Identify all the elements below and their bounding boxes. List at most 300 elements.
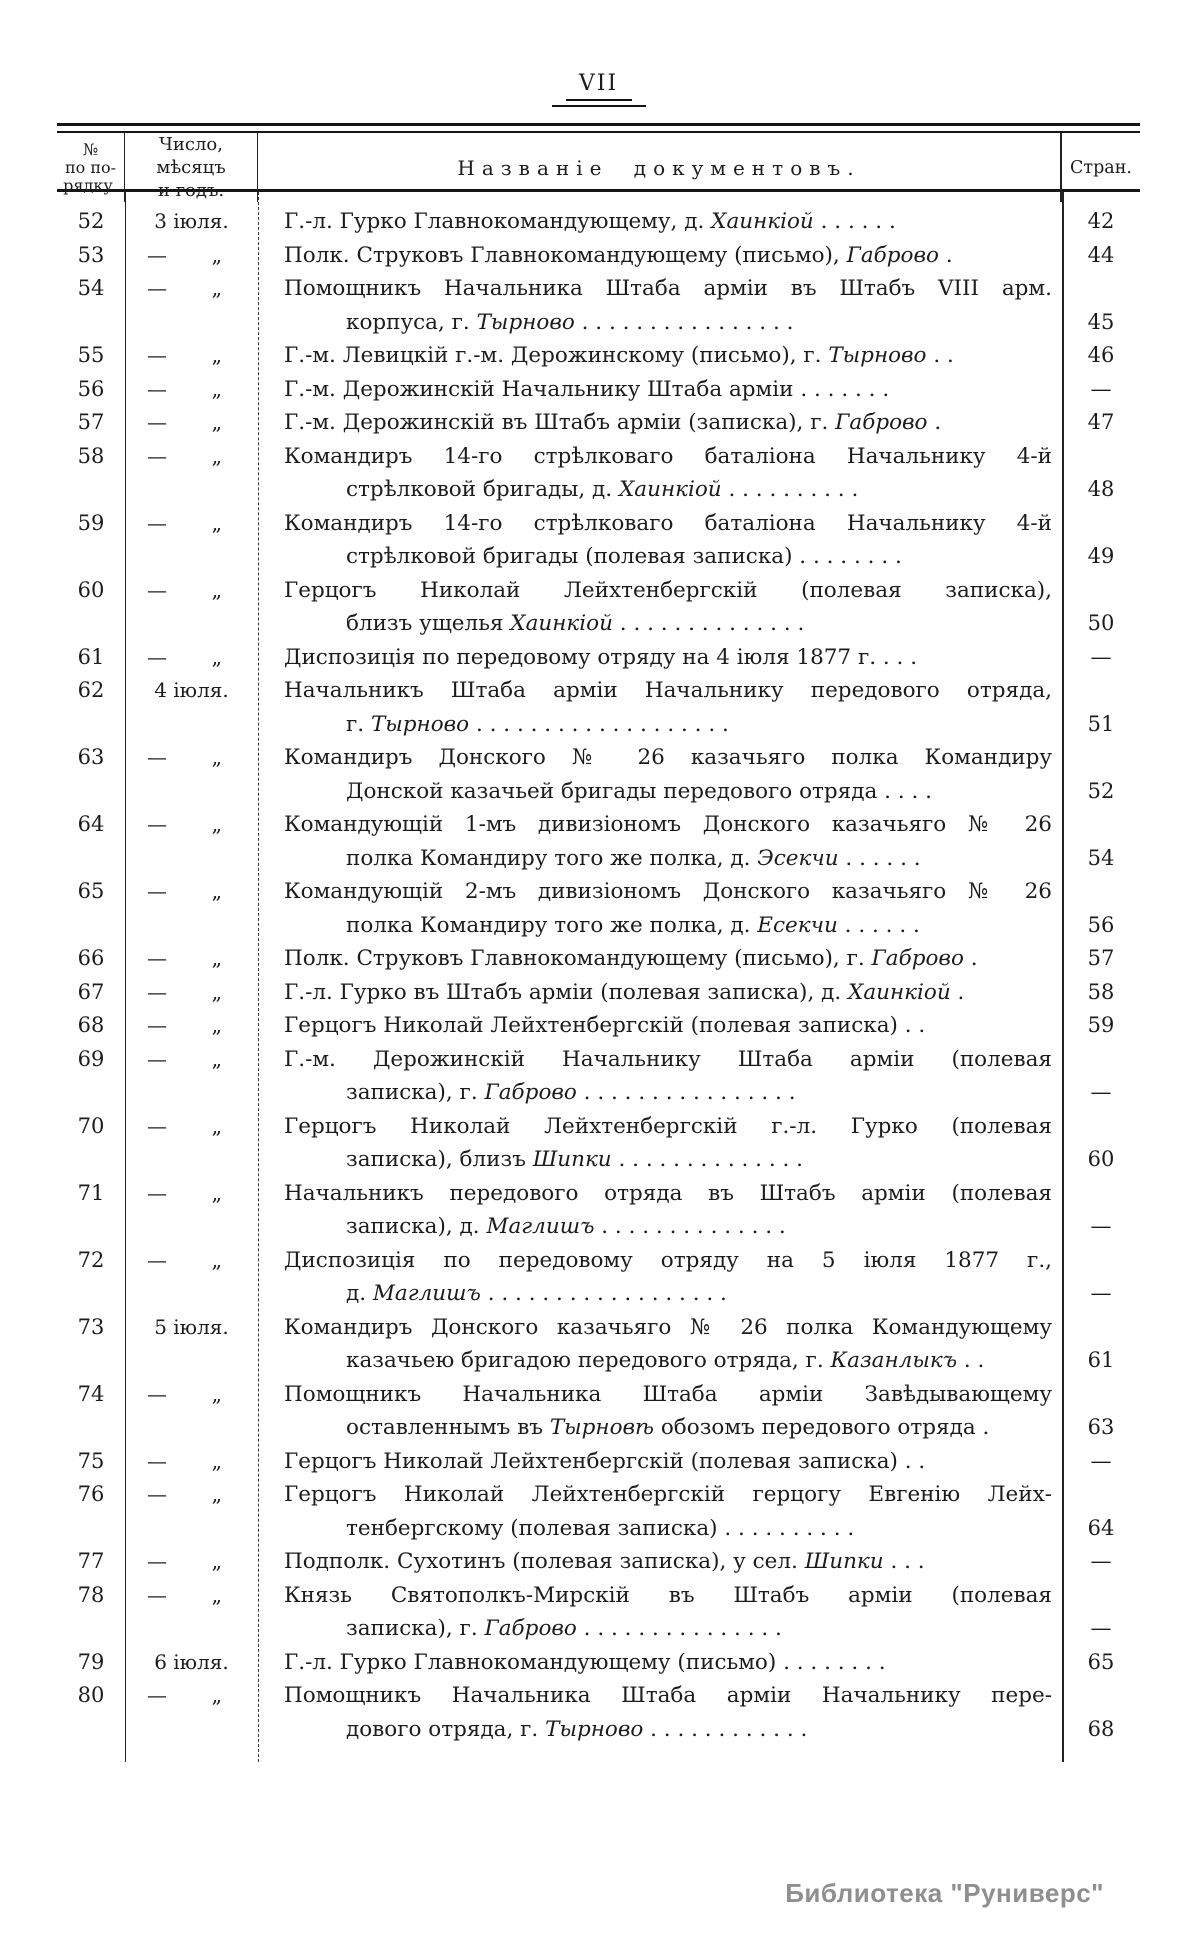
table-row: [57, 1110, 1140, 1177]
title-text: .: [963, 946, 978, 971]
document-title-line: [284, 272, 1052, 306]
ditto-mark: „: [211, 1247, 222, 1272]
title-text: Донской казачьей бригады передового отряда . . . .: [346, 778, 932, 804]
row-document-title: [258, 1244, 1062, 1311]
table-row: [57, 339, 1140, 373]
title-text: стрѣлковой бригады, д.: [346, 477, 619, 502]
document-title-line: [284, 1110, 1052, 1144]
place-name: Хаинкіой: [510, 611, 613, 636]
title-text: казачьею бригадою передового отряда, г.: [346, 1348, 831, 1373]
row-date: [125, 808, 258, 875]
row-date: [125, 239, 258, 273]
row-page-number: [1062, 1110, 1140, 1177]
row-page-number: [1062, 741, 1140, 808]
title-text: полка Командиру того же полка, д.: [346, 845, 758, 871]
table-row: [57, 440, 1140, 507]
place-name: Тырново: [545, 1716, 644, 1742]
document-title-line: [284, 239, 1052, 273]
table-row: [57, 808, 1140, 875]
title-text: Герцогъ Николай Лейхтенбергскій г.-л. Гурко (полевая: [284, 1113, 1052, 1139]
title-text: Полк. Струковъ Главнокомандующему (письмо),: [284, 242, 847, 268]
row-document-title: [258, 507, 1062, 574]
row-date: [125, 1110, 258, 1177]
row-date: [125, 272, 258, 339]
table-row: [57, 674, 1140, 741]
title-text: Командиръ Донского казачьяго № 26 полка Командующему: [284, 1314, 1052, 1340]
table-row: [57, 1679, 1140, 1746]
ditto-mark: „: [211, 410, 222, 434]
title-text: корпуса, г.: [346, 309, 477, 335]
row-date: [125, 1579, 258, 1646]
document-title-line: [284, 540, 1052, 574]
title-text: Диспозиція по передовому отряду на 4 іюля 1877 г. . . .: [284, 644, 918, 670]
page-number-value: 50: [1087, 611, 1115, 635]
page-number-value: 42: [1087, 209, 1115, 233]
title-text: записка), близъ: [346, 1147, 533, 1172]
row-date: [125, 406, 258, 440]
table-body: [57, 192, 1140, 1762]
row-number: 75: [77, 1448, 105, 1473]
page-number-value: —: [1090, 1448, 1112, 1473]
ditto-dash: —: [147, 1448, 167, 1473]
place-name: Маглишъ: [486, 1214, 595, 1239]
row-page-number: [1062, 674, 1140, 741]
ditto-dash: —: [147, 376, 167, 401]
row-date: 4 іюля.: [154, 678, 229, 702]
table-row: [57, 741, 1140, 808]
title-text: .: [927, 410, 942, 435]
place-name: Тырновѣ: [549, 1415, 655, 1440]
table-row: [57, 1378, 1140, 1445]
row-date: [125, 1545, 258, 1579]
row-document-title: [258, 406, 1062, 440]
page-number-value: 63: [1087, 1415, 1115, 1439]
document-title-line: [284, 205, 1052, 239]
place-name: Хаинкіой: [711, 209, 814, 234]
table-row: [57, 1244, 1140, 1311]
document-title-line: [284, 1713, 1052, 1747]
ditto-mark: „: [211, 577, 222, 602]
title-text: Помощникъ Начальника Штаба арміи въ Штабъ VIII арм.: [284, 276, 1052, 301]
title-text: . . . . . . . . . .: [721, 477, 859, 502]
row-document-title: [258, 641, 1062, 675]
row-document-title: [258, 674, 1062, 741]
ditto-dash: —: [147, 1683, 167, 1707]
row-page-number: [1062, 440, 1140, 507]
title-text: тенбергскому (полевая записка) . . . . . . . . . .: [346, 1515, 855, 1541]
page-number-value: 45: [1087, 309, 1115, 334]
ditto-mark: „: [211, 979, 222, 1004]
row-number: 73: [77, 1314, 105, 1339]
row-page-number: [1062, 1043, 1140, 1110]
row-number: 60: [77, 577, 105, 602]
title-text: Герцогъ Николай Лейхтенбергскій (полевая записка) . .: [284, 1448, 926, 1474]
row-date: [125, 942, 258, 976]
document-title-line: [284, 1679, 1052, 1713]
document-title-line: [284, 741, 1052, 775]
title-text: Г.-м. Дерожинскій въ Штабъ арміи (записка), г.: [284, 410, 836, 435]
page-number-value: 51: [1087, 711, 1115, 736]
header-date-column: Число, мѣсяцъ и годъ.: [125, 133, 258, 202]
table-row: [57, 574, 1140, 641]
row-number: 56: [77, 376, 105, 401]
row-page-number: [1062, 272, 1140, 339]
title-text: довогo отряда, г.: [346, 1716, 546, 1742]
row-number: 57: [77, 410, 105, 434]
row-date: [125, 1378, 258, 1445]
title-text: Князь Святополкъ-Мирскій въ Штабъ арміи (полевая: [284, 1582, 1052, 1608]
ditto-dash: —: [147, 276, 167, 300]
row-document-title: [258, 875, 1062, 942]
ditto-dash: —: [147, 644, 167, 669]
document-title-line: [284, 1612, 1052, 1646]
ditto-dash: —: [147, 242, 167, 267]
row-document-title: [258, 272, 1062, 339]
ditto-dash: —: [147, 410, 167, 434]
ditto-dash: —: [147, 510, 167, 535]
ditto-mark: „: [211, 745, 222, 769]
document-title-line: [284, 574, 1052, 608]
ditto-dash: —: [147, 1247, 167, 1272]
table-row: [57, 1646, 1140, 1680]
title-text: Г.-л. Гурко въ Штабъ арміи (полевая записка), д.: [284, 979, 849, 1005]
page-number-value: 60: [1087, 1147, 1115, 1171]
title-text: . . . . . .: [838, 845, 921, 871]
document-title-line: [284, 1177, 1052, 1211]
document-title-line: [284, 1478, 1052, 1512]
document-title-line: [284, 373, 1052, 407]
row-number: 64: [77, 812, 105, 836]
title-text: .: [938, 242, 953, 268]
row-document-title: [258, 1009, 1062, 1043]
row-document-title: [258, 339, 1062, 373]
document-title-line: [284, 1311, 1052, 1345]
table-row: [57, 373, 1140, 407]
document-title-line: [284, 641, 1052, 675]
place-name: Шипки: [532, 1147, 612, 1172]
row-date: 3 іюля.: [154, 209, 229, 233]
table-row: [57, 641, 1140, 675]
row-page-number: [1062, 1445, 1140, 1479]
row-document-title: [258, 741, 1062, 808]
document-title-line: [284, 1579, 1052, 1613]
documents-index-table: [57, 123, 1140, 1762]
document-title-line: [284, 607, 1052, 641]
document-title-line: [284, 1344, 1052, 1378]
row-number: 74: [77, 1381, 105, 1406]
row-document-title: [258, 373, 1062, 407]
table-row: [57, 205, 1140, 239]
row-page-number: [1062, 1646, 1140, 1680]
title-text: Г.-л. Гурко Главнокомандующему (письмо) . . . . . . . .: [284, 1649, 886, 1675]
row-page-number: [1062, 641, 1140, 675]
title-text: Начальникъ Штаба арміи Начальнику передового отряда,: [284, 678, 1052, 703]
ditto-dash: —: [147, 1113, 167, 1138]
title-text: Командиръ Донского № 26 казачьяго полка Командиру: [284, 745, 1052, 770]
header-title-column: Названіе документовъ.: [258, 133, 1062, 202]
title-text: полка Командиру того же полка, д.: [346, 912, 758, 938]
page-number-value: 64: [1087, 1515, 1115, 1540]
page-folio-number: VII: [578, 71, 619, 96]
title-text: . . . . . .: [813, 209, 896, 234]
row-document-title: [258, 808, 1062, 875]
ditto-mark: „: [211, 1582, 222, 1607]
title-text: . . .: [883, 1549, 925, 1574]
table-row: [57, 1311, 1140, 1378]
page-number-value: 57: [1087, 946, 1115, 970]
table-row: [57, 1009, 1140, 1043]
row-number: 59: [77, 510, 105, 535]
ditto-mark: „: [211, 1113, 222, 1138]
row-document-title: [258, 1311, 1062, 1378]
row-page-number: [1062, 507, 1140, 574]
page-number-value: 49: [1087, 544, 1115, 568]
row-document-title: [258, 1679, 1062, 1746]
folio-rule: [552, 105, 646, 107]
document-title-line: [284, 1646, 1052, 1680]
row-document-title: [258, 976, 1062, 1010]
page-number-value: —: [1090, 376, 1112, 401]
ditto-mark: „: [211, 812, 222, 836]
ditto-mark: „: [211, 343, 222, 367]
ditto-dash: —: [147, 343, 167, 367]
row-number: 77: [77, 1549, 105, 1573]
title-text: Командиръ 14-го стрѣлковаго баталіона Начальнику 4-й: [284, 443, 1052, 469]
title-text: . . . . . . . . . . . . . .: [594, 1214, 786, 1239]
place-name: Шипки: [804, 1549, 884, 1574]
page-number-value: —: [1090, 1549, 1112, 1573]
title-text: . . . . . . . . . . . . . . . . . .: [480, 1281, 727, 1306]
row-number: 52: [77, 209, 105, 233]
title-text: Помощникъ Начальника Штаба арміи Начальнику пере-: [284, 1683, 1052, 1708]
row-date: [125, 976, 258, 1010]
ditto-mark: „: [211, 1046, 222, 1071]
page-header: [57, 72, 1140, 107]
ditto-mark: „: [211, 242, 222, 267]
row-page-number: [1062, 1579, 1140, 1646]
title-text: . . . . . . . . . . . . . .: [612, 611, 805, 636]
page-number-value: —: [1090, 644, 1112, 669]
title-text: Герцогъ Николай Лейхтенбергскій герцогу Евгенію Лейх-: [284, 1482, 1052, 1507]
document-title-line: [284, 1244, 1052, 1278]
row-document-title: [258, 1043, 1062, 1110]
page-number-value: 47: [1087, 410, 1115, 434]
title-text: Полк. Струковъ Главнокомандующему (письмо), г.: [284, 946, 872, 971]
row-number: 63: [77, 745, 105, 769]
document-title-line: [284, 909, 1052, 943]
page-number-value: 56: [1087, 912, 1115, 937]
header-page-column: Стран.: [1070, 157, 1132, 178]
row-date: [125, 339, 258, 373]
row-page-number: [1062, 406, 1140, 440]
row-number: 68: [77, 1013, 105, 1037]
ditto-dash: —: [147, 812, 167, 836]
library-watermark: Библиотека "Руниверс": [785, 1878, 1104, 1908]
title-text: . .: [926, 343, 954, 368]
title-text: Г.-м. Дерожинскій Начальнику Штаба арміи . . . . . . .: [284, 376, 890, 402]
row-number: 53: [77, 242, 105, 267]
row-date: [125, 1043, 258, 1110]
ditto-dash: —: [147, 1549, 167, 1573]
document-title-line: [284, 406, 1052, 440]
row-page-number: [1062, 1244, 1140, 1311]
ditto-dash: —: [147, 443, 167, 468]
ditto-mark: „: [211, 1013, 222, 1037]
table-row: [57, 1579, 1140, 1646]
title-text: обозомъ передового отряда .: [654, 1415, 990, 1440]
folio-rule: [566, 99, 632, 101]
row-page-number: [1062, 1378, 1140, 1445]
row-document-title: [258, 574, 1062, 641]
table-row: [57, 1177, 1140, 1244]
title-text: . . . . . . . . . . . .: [643, 1716, 808, 1742]
document-title-line: [284, 1545, 1052, 1579]
place-name: Габрово: [846, 242, 939, 268]
place-name: Габрово: [484, 1616, 577, 1641]
page-number-value: 44: [1087, 242, 1115, 267]
row-page-number: [1062, 1009, 1140, 1043]
document-title-line: [284, 1009, 1052, 1043]
row-number: 80: [77, 1683, 105, 1707]
title-text: . . . . . .: [837, 912, 920, 938]
row-number: 65: [77, 879, 105, 903]
ditto-dash: —: [147, 745, 167, 769]
table-header-row: [57, 133, 1140, 201]
document-title-line: [284, 1143, 1052, 1177]
row-page-number: [1062, 808, 1140, 875]
row-number: 79: [77, 1649, 105, 1674]
title-text: Командующій 1-мъ дивизіономъ Донского казачьяго № 26: [284, 812, 1052, 837]
document-title-line: [284, 976, 1052, 1010]
title-text: стрѣлковой бригады (полевая записка) . . . . . . . .: [346, 544, 902, 569]
table-row: [57, 1545, 1140, 1579]
row-page-number: [1062, 373, 1140, 407]
row-date: [125, 507, 258, 574]
ditto-mark: „: [211, 879, 222, 903]
column-divider: [125, 192, 126, 1762]
page-number-value: 52: [1087, 778, 1115, 803]
table-row: [57, 1043, 1140, 1110]
page-number-value: —: [1090, 1616, 1112, 1640]
page-number-value: 54: [1087, 845, 1115, 870]
ditto-dash: —: [147, 577, 167, 602]
ditto-mark: „: [211, 946, 222, 970]
row-page-number: [1062, 1311, 1140, 1378]
document-title-line: [284, 942, 1052, 976]
place-name: Казанлыкъ: [830, 1348, 958, 1373]
title-text: Герцогъ Николай Лейхтенбергскій (полевая записка),: [284, 577, 1052, 603]
row-document-title: [258, 1579, 1062, 1646]
table-row: [57, 507, 1140, 574]
row-number: 66: [77, 946, 105, 970]
row-date: [125, 1009, 258, 1043]
row-date: [125, 574, 258, 641]
ditto-mark: „: [211, 1482, 222, 1506]
row-number: 61: [77, 644, 105, 669]
document-title-line: [284, 507, 1052, 541]
title-text: . . . . . . . . . . . . . .: [611, 1147, 804, 1172]
table-top-rule: [57, 123, 1140, 133]
document-title-line: [284, 1378, 1052, 1412]
ditto-dash: —: [147, 1582, 167, 1607]
title-text: . . . . . . . . . . . . . . . .: [576, 1080, 796, 1105]
place-name: Есекчи: [757, 912, 838, 938]
page-number-value: 59: [1087, 1013, 1115, 1037]
row-document-title: [258, 1177, 1062, 1244]
place-name: Габрово: [484, 1080, 577, 1105]
page-number-value: 46: [1087, 343, 1115, 367]
row-document-title: [258, 440, 1062, 507]
title-text: близъ ущелья: [346, 611, 511, 636]
document-title-line: [284, 306, 1052, 340]
title-text: записка), д.: [346, 1214, 487, 1239]
place-name: Хаинкіой: [848, 979, 951, 1005]
row-document-title: [258, 1545, 1062, 1579]
column-divider: [258, 192, 259, 1762]
column-divider: [1062, 192, 1064, 1762]
title-text: Командиръ 14-го стрѣлковаго баталіона Начальнику 4-й: [284, 510, 1052, 536]
title-text: . . . . . . . . . . . . . . . .: [574, 309, 794, 335]
table-row: [57, 239, 1140, 273]
row-page-number: [1062, 239, 1140, 273]
page-number-value: 68: [1087, 1716, 1115, 1741]
document-title-line: [284, 1277, 1052, 1311]
place-name: Эсекчи: [757, 845, 839, 871]
ditto-mark: „: [211, 1381, 222, 1406]
title-text: Герцогъ Николай Лейхтенбергскій (полевая записка) . .: [284, 1013, 926, 1038]
header-number-column: № по по- рядку.: [57, 133, 125, 202]
title-text: .: [950, 979, 965, 1005]
row-number: 58: [77, 443, 105, 468]
ditto-dash: —: [147, 946, 167, 970]
document-title-line: [284, 875, 1052, 909]
row-document-title: [258, 1445, 1062, 1479]
row-date: [125, 440, 258, 507]
table-row: [57, 976, 1140, 1010]
row-page-number: [1062, 574, 1140, 641]
ditto-dash: —: [147, 1381, 167, 1406]
row-document-title: [258, 205, 1062, 239]
document-title-line: [284, 339, 1052, 373]
row-date: [125, 1679, 258, 1746]
document-title-line: [284, 1411, 1052, 1445]
row-date: [125, 1445, 258, 1479]
row-date: [125, 1244, 258, 1311]
table-row: [57, 875, 1140, 942]
place-name: Тырново: [476, 309, 575, 335]
document-title-line: [284, 440, 1052, 474]
ditto-mark: „: [211, 1549, 222, 1573]
document-title-line: [284, 1512, 1052, 1546]
table-row: [57, 272, 1140, 339]
row-page-number: [1062, 1545, 1140, 1579]
document-title-line: [284, 1445, 1052, 1479]
row-number: 72: [77, 1247, 105, 1272]
title-text: Г.-л. Гурко Главнокомандующему, д.: [284, 209, 712, 234]
row-page-number: [1062, 942, 1140, 976]
row-number: 55: [77, 343, 105, 367]
ditto-dash: —: [147, 1482, 167, 1506]
row-date: [125, 1177, 258, 1244]
table-row: [57, 1445, 1140, 1479]
document-title-line: [284, 674, 1052, 708]
row-date: [125, 373, 258, 407]
row-document-title: [258, 1478, 1062, 1545]
page-number-value: 65: [1087, 1649, 1115, 1674]
row-page-number: [1062, 339, 1140, 373]
title-text: Г.-м. Дерожинскій Начальнику Штаба арміи (полевая: [284, 1046, 1052, 1072]
document-title-line: [284, 473, 1052, 507]
